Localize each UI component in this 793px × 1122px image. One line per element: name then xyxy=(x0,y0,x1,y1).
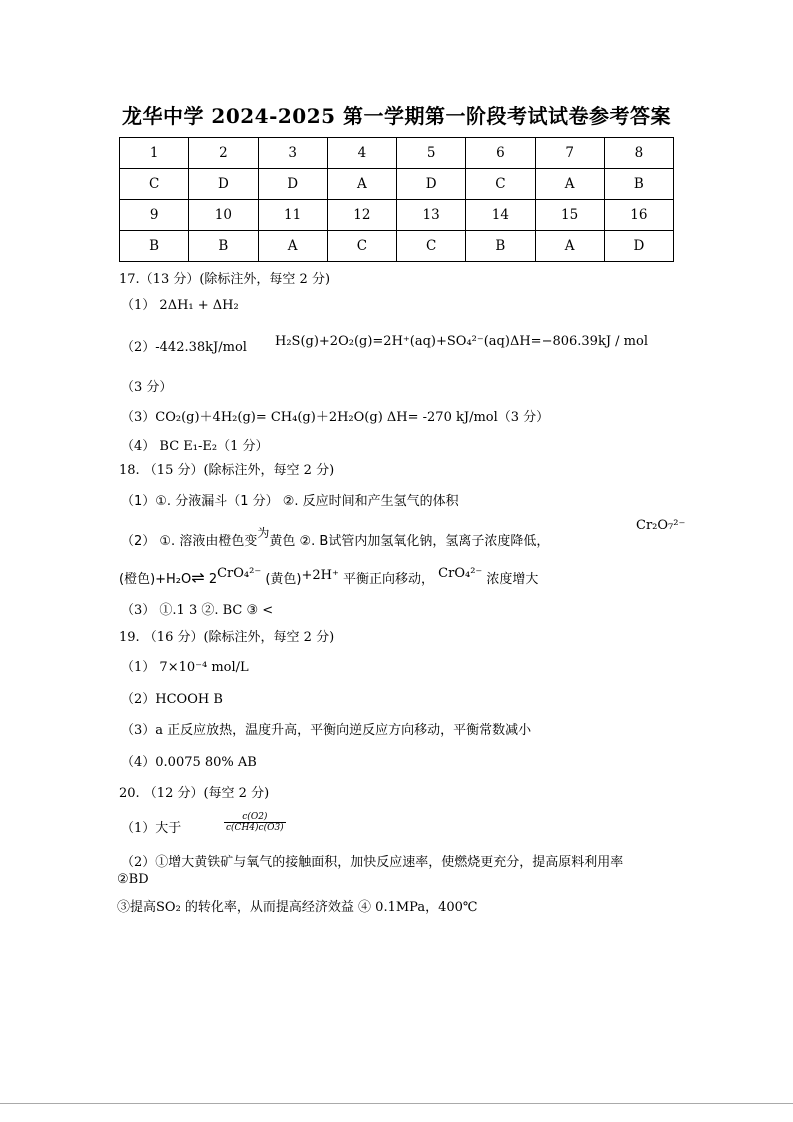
table-cell: D xyxy=(189,169,258,200)
page-title: 龙华中学 2024-2025 第一学期第一阶段考试试卷参考答案 xyxy=(121,104,672,128)
table-cell: 4 xyxy=(327,138,396,169)
q18-part2-text-a: （2） ①. 溶液由橙色变 xyxy=(121,534,258,549)
q19-header: 19. （16 分）(除标注外，每空 2 分) xyxy=(119,630,335,645)
q18-h-plus: +2H⁺ xyxy=(301,568,339,583)
table-cell: C xyxy=(120,169,189,200)
table-cell: 13 xyxy=(397,200,466,231)
table-cell: 8 xyxy=(604,138,673,169)
table-cell: B xyxy=(604,169,673,200)
q18-part1: （1）①. 分液漏斗（1 分） ②. 反应时间和产生氢气的体积 xyxy=(121,494,459,509)
q20-part1-label: （1）大于 xyxy=(121,821,182,836)
table-cell: 10 xyxy=(189,200,258,231)
table-cell: 1 xyxy=(120,138,189,169)
q18-part2-line1 xyxy=(121,526,550,549)
table-cell: A xyxy=(258,231,327,262)
table-cell: 15 xyxy=(535,200,604,231)
table-row xyxy=(120,200,674,231)
q20-part2-line3: ③提高SO₂ 的转化率，从而提高经济效益 ④ 0.1MPa，400℃ xyxy=(117,900,478,915)
table-cell: A xyxy=(535,169,604,200)
q20-part1-fraction xyxy=(224,812,286,833)
table-row xyxy=(120,138,674,169)
fraction-numerator: c(O2) xyxy=(224,812,286,823)
q17-part4: （4） BC E₁-E₂（1 分） xyxy=(121,439,269,454)
table-cell: C xyxy=(466,169,535,200)
q18-part3: （3） ①.1 3 ②. BC ③ < xyxy=(121,603,274,618)
q18-part2-shift: 平衡正向移动， xyxy=(343,572,435,587)
q18-header: 18. （15 分）(除标注外，每空 2 分) xyxy=(119,463,335,478)
table-cell: 6 xyxy=(466,138,535,169)
q17-part2-label: （2）-442.38kJ/mol xyxy=(121,340,247,355)
table-cell: B xyxy=(120,231,189,262)
q19-part3: （3）a 正反应放热，温度升高，平衡向逆反应方向移动，平衡常数减小 xyxy=(121,723,532,738)
table-cell: 5 xyxy=(397,138,466,169)
q17-part1-answer: 2ΔH₁ + ΔH₂ xyxy=(159,298,239,313)
answer-table xyxy=(119,137,674,262)
table-cell: 2 xyxy=(189,138,258,169)
q18-cro4-formula-b: CrO₄²⁻ xyxy=(438,566,483,581)
q19-part1-answer: 7×10⁻⁴ mol/L xyxy=(159,660,249,675)
q18-part2-increase: 浓度增大 xyxy=(486,572,539,587)
q19-part1-label: （1） xyxy=(121,660,156,675)
q20-part2-line2: ②BD xyxy=(117,872,149,887)
table-cell: 7 xyxy=(535,138,604,169)
q18-part2-line2 xyxy=(119,568,538,587)
q19-part2: （2）HCOOH B xyxy=(121,692,223,707)
table-cell: D xyxy=(604,231,673,262)
q20-part2-line1: （2）①增大黄铁矿与氧气的接触面积，加快反应速率，使燃烧更充分，提高原料利用率 xyxy=(121,855,624,870)
table-cell: D xyxy=(397,169,466,200)
q17-part1 xyxy=(121,294,239,313)
q17-part2-equation: H₂S(g)+2O₂(g)=2H⁺(aq)+SO₄²⁻(aq)ΔH=−806.39kJ / mol xyxy=(275,334,648,349)
table-cell: A xyxy=(327,169,396,200)
table-cell: C xyxy=(397,231,466,262)
q18-cro4-formula: CrO₄²⁻ xyxy=(217,566,262,581)
q17-part3: （3）CO₂(g)＋4H₂(g)= CH₄(g)＋2H₂O(g) ΔH= -270 kJ/mol（3 分） xyxy=(121,410,550,425)
q18-part2-wei: 为 xyxy=(257,526,270,540)
table-cell: 16 xyxy=(604,200,673,231)
table-cell: A xyxy=(535,231,604,262)
table-cell: 11 xyxy=(258,200,327,231)
q17-header: 17.（13 分）(除标注外，每空 2 分) xyxy=(119,272,331,287)
q18-cr2o7-formula: Cr₂O₇²⁻ xyxy=(636,518,686,533)
q18-part2-yellow: (黄色) xyxy=(265,572,302,587)
q18-part2-text-b: 黄色 ②. B试管内加氢氧化钠，氢离子浓度降低， xyxy=(269,534,550,549)
q17-part1-label: （1） xyxy=(121,298,156,313)
q20-header: 20. （12 分）(每空 2 分) xyxy=(119,786,270,801)
table-cell: 12 xyxy=(327,200,396,231)
table-cell: D xyxy=(258,169,327,200)
table-row xyxy=(120,169,674,200)
q19-part4: （4）0.0075 80% AB xyxy=(121,755,257,770)
page-bottom-divider xyxy=(0,1103,793,1104)
equilibrium-arrow-icon: ⇌ xyxy=(191,568,205,587)
table-cell: 9 xyxy=(120,200,189,231)
q17-part2-score: （3 分） xyxy=(121,380,173,395)
table-cell: C xyxy=(327,231,396,262)
table-cell: 14 xyxy=(466,200,535,231)
table-cell: B xyxy=(189,231,258,262)
table-row xyxy=(120,231,674,262)
q18-part2-two: 2 xyxy=(208,572,218,587)
q19-part1 xyxy=(121,656,249,675)
table-cell: B xyxy=(466,231,535,262)
table-cell: 3 xyxy=(258,138,327,169)
q18-part2-orange: (橙色)+H₂O xyxy=(119,572,192,587)
fraction-denominator: c(CH4)c(O3) xyxy=(226,823,284,833)
